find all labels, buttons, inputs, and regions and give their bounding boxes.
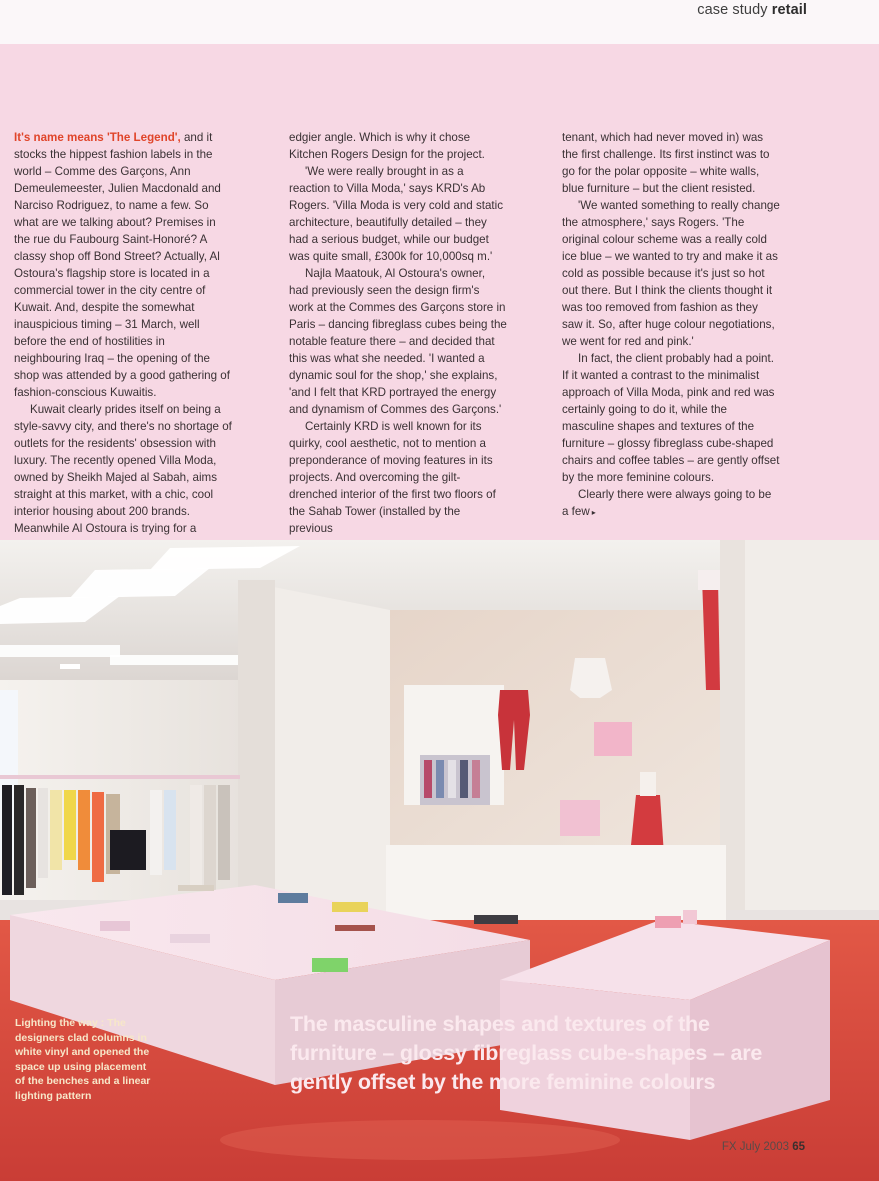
paragraph: 'We were really brought in as a reaction to Villa Moda,' says KRD's Ab Rogers. 'Villa Moda is very cold and static architecture, beautifully detailed – they had a serious budget, while our budget was quite small, £300k for 10,000sq m.' bbox=[289, 165, 504, 263]
page-number: 65 bbox=[792, 1141, 805, 1153]
section-name: case study bbox=[697, 2, 768, 18]
photo-caption: Lighting the way : The designers clad columns in white vinyl and opened the space up using placement of the benches and a linear lighting pattern bbox=[15, 1017, 151, 1102]
paragraph bbox=[562, 486, 780, 521]
page-folio bbox=[722, 1141, 805, 1153]
paragraph bbox=[14, 129, 232, 401]
article-column-2 bbox=[289, 129, 507, 537]
pull-quote: The masculine shapes and textures of the furniture – glossy fibreglass cube-shapes – are gently offset by the more feminine colours bbox=[290, 1012, 763, 1094]
paragraph-text: Clearly there were always going to be a few bbox=[562, 488, 772, 518]
article-column-1 bbox=[14, 129, 232, 554]
section-label bbox=[697, 2, 807, 18]
paragraph: tenant, which had never moved in) was the first challenge. Its first instinct was to go for the polar opposite – white walls, blue furniture – but the client resisted. bbox=[562, 131, 770, 195]
paragraph: In fact, the client probably had a point. If it wanted a contrast to the minimalist approach of Villa Moda, pink and red was certainly going to do it, while the masculine shapes and textures of the furniture – glossy fibreglass cube-shaped chairs and coffee tables – are gently offset by the more feminine colours. bbox=[562, 352, 780, 484]
paragraph: edgier angle. Which is why it chose Kitchen Rogers Design for the project. bbox=[289, 131, 485, 161]
header-bar bbox=[0, 0, 879, 44]
section-name-bold: retail bbox=[771, 2, 807, 18]
paragraph-text: and it stocks the hippest fashion labels in the world – Comme des Garçons, Ann Demeulemeester, Julien Macdonald and Narciso Rodriguez, to name a few. So what are we talking about? Premises in the rue du Faubourg Saint-Honoré? A classy shop off Bond Street? Actually, Al Ostoura's flagship store is located in a commercial tower in the city centre of Kuwait. And, despite the somewhat inauspicious timing – 31 March, well before the end of hostilities in neighbouring Iraq – the opening of the shop was attended by a good gathering of fashion-conscious Kuwaitis. bbox=[14, 131, 230, 399]
paragraph: 'We wanted something to really change the atmosphere,' says Rogers. 'The original colour scheme was a really cold ice blue – we wanted to try and make it as cold as possible because it's just so hot out there. But I think the clients thought it was too removed from fashion as they saw it. So, after huge colour negotiations, we went for red and pink.' bbox=[562, 199, 780, 348]
continue-arrow-icon: ▸ bbox=[591, 508, 596, 517]
paragraph: Kuwait clearly prides itself on being a style-savvy city, and there's no shortage of outlets for the residents' obsession with luxury. The recently opened Villa Moda, owned by Sheikh Majed al Sabah, aims straight at this market, with a chic, cool interior housing about 200 brands. Meanwhile Al Ostoura is trying for a bbox=[14, 403, 232, 535]
issue-label: FX July 2003 bbox=[721, 1141, 789, 1153]
article-column-3 bbox=[562, 129, 780, 521]
paragraph: Najla Maatouk, Al Ostoura's owner, had previously seen the design firm's work at the Commes des Garçons store in Paris – dancing fibreglass cubes being the notable feature there – and decided that this was what she needed. 'I wanted a dynamic soul for the shop,' she explains, 'and I felt that KRD portrayed the energy and dynamism of Commes des Garçons.' bbox=[289, 267, 507, 416]
lead-in: It's name means 'The Legend', bbox=[14, 131, 181, 144]
paragraph: Certainly KRD is well known for its quirky, cool aesthetic, not to mention a preponderance of moving features in its projects. And overcoming the gilt-drenched interior of the first two floors of the Sahab Tower (installed by the previous bbox=[289, 420, 496, 535]
